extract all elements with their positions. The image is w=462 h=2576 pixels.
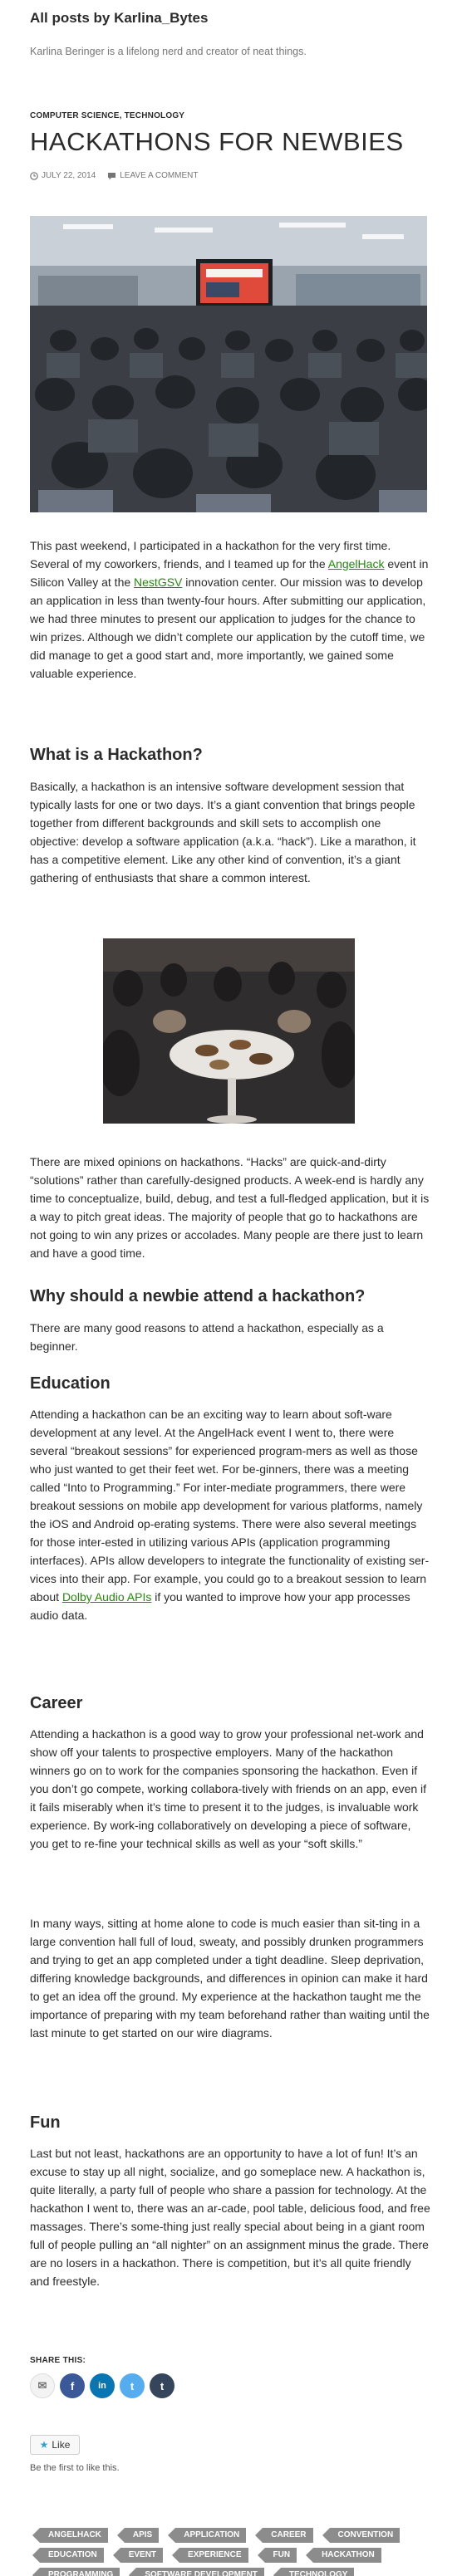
- education-text-2: if you wanted to improve how your app processes audio data.: [30, 1590, 410, 1622]
- category-link[interactable]: TECHNOLOGY: [124, 111, 185, 120]
- what-paragraph-1: Basically, a hackathon is an intensive software development session that typically lasts for one or two days. It’s a giant convention that brings people together from different backgrounds and skill sets to accomplish one objective: develop a software application (a.k.a. “hack”). Like a marathon, it has a competitive element. Like any other kind of convention, it’s a giant gathering of enthusiasts that share a common interest.: [30, 780, 416, 884]
- email-share-button[interactable]: [30, 2373, 55, 2398]
- tag-link[interactable]: APPLICATION: [175, 2528, 246, 2543]
- leave-comment-text: LEAVE A COMMENT: [120, 171, 199, 180]
- star-icon: ★: [39, 2439, 49, 2451]
- post-date-text: JULY 22, 2014: [42, 171, 96, 180]
- archive-title: All posts by Karlina_Bytes: [30, 10, 209, 26]
- clock-icon: [30, 172, 38, 180]
- why-newbie-heading: Why should a newbie attend a hackathon?: [30, 1287, 366, 1305]
- intro-text-1: This past weekend, I participated in a hackathon for the very first time. Several of my coworkers, friends, and I teamed up for the: [30, 539, 391, 571]
- tag-link[interactable]: ANGELHACK: [40, 2528, 108, 2543]
- tag-link[interactable]: EVENT: [120, 2548, 163, 2563]
- tag-link[interactable]: PROGRAMMING: [40, 2568, 120, 2576]
- share-this-label: SHARE THIS:: [30, 2356, 86, 2365]
- angelhack-link[interactable]: AngelHack: [327, 557, 385, 571]
- hackathon-tables-photo: [103, 938, 355, 1124]
- tag-link[interactable]: HACKATHON: [313, 2548, 381, 2563]
- tag-list: [33, 2528, 424, 2576]
- post-date[interactable]: [30, 171, 96, 180]
- tumblr-share-button[interactable]: [150, 2373, 174, 2398]
- tag-link[interactable]: FUN: [265, 2548, 297, 2563]
- education-heading: Education: [30, 1374, 111, 1393]
- leave-comment-link[interactable]: [107, 171, 198, 180]
- linkedin-share-button[interactable]: [90, 2373, 115, 2398]
- tumblr-icon: t: [160, 2379, 165, 2392]
- post-title[interactable]: HACKATHONS FOR NEWBIES: [30, 127, 404, 156]
- what-is-hackathon-heading: What is a Hackathon?: [30, 746, 203, 764]
- comment-icon: [107, 172, 116, 180]
- career-paragraph-1: Attending a hackathon is a good way to grow your professional net-work and show off your talents to prospective employers. Many of the hackathon winners go on to work for the companies sponsoring the hackathon. Even if you don’t go compete, working collabora-tively with friends on an app, even if it fails miserably when it’s time to present it to the judges, is invaluable work experience. By work-ing collaboratively on developing a piece of software, you get to re-fine your technical skills as well as your “soft skills.”: [30, 1727, 427, 1850]
- post-meta: [30, 171, 199, 180]
- tag-link[interactable]: CAREER: [263, 2528, 312, 2543]
- tag-link[interactable]: APIS: [125, 2528, 159, 2543]
- like-note: Be the first to like this.: [30, 2463, 120, 2473]
- education-paragraph: [30, 1405, 432, 1624]
- intro-text-2: event in Silicon Valley at the: [30, 557, 429, 589]
- tables-photo-graphic: [103, 938, 355, 1124]
- audience-photo-graphic: [30, 216, 427, 512]
- email-icon: ✉: [37, 2379, 47, 2392]
- category-link[interactable]: COMPUTER SCIENCE: [30, 111, 120, 120]
- tag-link[interactable]: EDUCATION: [40, 2548, 104, 2563]
- post-categories: [30, 111, 184, 120]
- career-heading: Career: [30, 1694, 83, 1712]
- twitter-share-button[interactable]: [120, 2373, 145, 2398]
- tag-link[interactable]: EXPERIENCE: [179, 2548, 248, 2563]
- intro-paragraph: [30, 536, 432, 683]
- hackathon-audience-photo: [30, 216, 427, 512]
- category-separator: ,: [119, 111, 125, 120]
- archive-description: Karlina Beringer is a lifelong nerd and creator of neat things.: [30, 46, 307, 57]
- linkedin-icon: in: [98, 2381, 106, 2391]
- tag-link[interactable]: CONVENTION: [330, 2528, 401, 2543]
- fun-paragraph: Last but not least, hackathons are an opportunity to have a lot of fun! It’s an excuse to stay up all night, socialize, and go someplace new. A hackathon is, quite literally, a party full of people who share a passion for technology. At the hackathon I went to, there was an ar-cade, pool table, delicious food, and free massages. There’s some-thing just really special about being in a giant room full of people pulling an “all nighter” on an assignment minus the grade. There are no losers in a hackathon. There is competition, but it’s all quite friendly and freestyle.: [30, 2147, 430, 2288]
- tag-link[interactable]: TECHNOLOGY: [281, 2568, 355, 2576]
- career-paragraph-2: In many ways, sitting at home alone to code is much easier than sit-ting in a large convention hall full of loud, sweaty, and possibly drunken programmers and trying to get an app completed under a tight deadline. Sleep deprivation, differing knowledge backgrounds, and differences in opinion can make it hard to get an idea off the ground. My experience at the hackathon taught me the importance of preparing with my team beforehand rather than waiting until the last minute to get started on our wire diagrams.: [30, 1917, 430, 2040]
- intro-text-3: innovation center. Our mission was to develop an application in less than twenty-four hours. After submitting our application, we had three minutes to present our application to judges for the chance to win prizes. Although we didn’t complete our application by the cutoff time, we did manage to get a good start and, more importantly, we gained some valuable experience.: [30, 575, 426, 680]
- facebook-icon: f: [70, 2379, 75, 2392]
- fun-heading: Fun: [30, 2113, 61, 2132]
- nestgsv-link[interactable]: NestGSV: [134, 575, 183, 589]
- tag-link[interactable]: SOFTWARE DEVELOPMENT: [136, 2568, 264, 2576]
- education-text-1: Attending a hackathon can be an exciting way to learn about soft-ware development at any level. At the AngelHack event I went to, there were several “breakout sessions” for experienced program-mers as well as those who just wanted to get their feet wet. For be-ginners, there was a meeting called “Into to Programming.” For inter-mediate programmers, there were breakout sessions on mobile app development for various platforms, namely the iOS and Android op-erating systems. There were also several meetings for those inter-ested in utilizing various APIs (application programming interfaces). APIs allow developers to integrate the functionality of existing ser-vices into their app. For example, you could go to a breakout session to learn about: [30, 1408, 430, 1604]
- why-paragraph-1: There are many good reasons to attend a hackathon, especially as a beginner.: [30, 1321, 384, 1353]
- what-paragraph-2: There are mixed opinions on hackathons. “Hacks” are quick-and-dirty “solutions” rather than carefully-designed products. A week-end is hardly any time to conceptualize, build, debug, and test a full-fledged application, but it is a way to pitch great ideas. The majority of people that go to hackathons are not going to win any prizes or accolades. Many people are there just to learn and have a good time.: [30, 1155, 430, 1260]
- twitter-icon: t: [130, 2379, 135, 2392]
- share-buttons: [30, 2373, 174, 2398]
- facebook-share-button[interactable]: [60, 2373, 85, 2398]
- like-button-label: Like: [52, 2439, 71, 2451]
- like-button[interactable]: [30, 2435, 80, 2455]
- dolby-audio-apis-link[interactable]: Dolby Audio APIs: [61, 1590, 152, 1604]
